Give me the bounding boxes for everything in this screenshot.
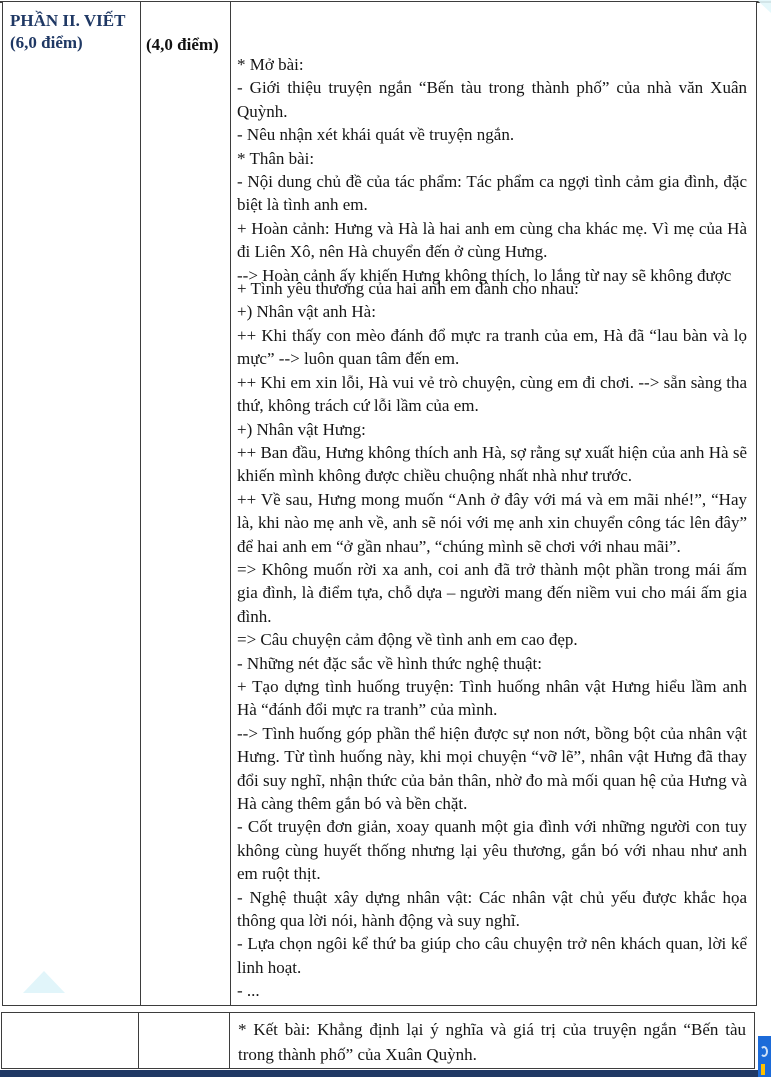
answer-cell <box>231 2 756 1005</box>
section-label: PHẦN II. VIẾT <box>10 11 126 30</box>
section-points: (6,0 điểm) <box>10 33 83 52</box>
points-cell <box>141 2 231 1005</box>
conclusion-text: * Kết bài: Khẳng định lại ý nghĩa và giá trị của truyện ngắn “Bến tàu trong thành phố” của Xuân Quỳnh. <box>238 1020 746 1064</box>
outline-line: - Nghệ thuật xây dựng nhân vật: Các nhân vật chủ yếu được khắc họa thông qua lời nói, hành động và suy nghĩ. <box>237 887 747 931</box>
bottom-navy-bar <box>0 1070 771 1077</box>
footer-points-cell <box>139 1013 230 1068</box>
outline-line: => Câu chuyện cảm động về tình anh em cao đẹp. <box>237 630 578 650</box>
question-points: (4,0 điểm) <box>146 35 219 54</box>
outline-line: + Hoàn cảnh: Hưng và Hà là hai anh em cùng cha khác mẹ. Vì mẹ của Hà đi Liên Xô, nên Hà chuyển đến ở cùng Hưng. <box>237 218 747 262</box>
rubric-table-main-row <box>2 2 757 1006</box>
outline-line: + Tình yêu thương của hai anh em dành cho nhau: <box>237 279 579 299</box>
footer-answer-cell <box>230 1013 754 1068</box>
outline-line: ++ Khi thấy con mèo đánh đổ mực ra tranh của em, Hà đã “lau bàn và lọ mực” --> luôn quan tâm đến em. <box>237 325 747 369</box>
outline-line: - Cốt truyện đơn giản, xoay quanh một gia đình với những người con tuy không cùng huyết thống nhưng lại yêu thương, gắn bó với nhau như anh em ruột thịt. <box>237 817 747 884</box>
outline-line: - Những nét đặc sắc về hình thức nghệ thuật: <box>237 653 542 673</box>
outline-line: - Lựa chọn ngôi kể thứ ba giúp cho câu chuyện trở nên khách quan, lời kể linh hoạt. <box>237 934 747 977</box>
outline-line: - ... <box>237 981 260 1001</box>
outline-line: ++ Khi em xin lỗi, Hà vui vẻ trò chuyện, cùng em đi chơi. --> sẵn sàng tha thứ, không trách cứ lỗi lầm của em. <box>237 372 747 416</box>
outline-line: * Thân bài: <box>237 148 315 168</box>
outline-line: ++ Về sau, Hưng mong muốn “Anh ở đây với má và em mãi nhé!”, “Hay là, khi nào mẹ anh về, anh sẽ nói với mẹ anh xin chuyển công tác lên đây” để hai anh em “ở gần nhau”, “chúng mình sẽ chơi với nhau mãi”. <box>237 489 747 556</box>
essay-outline <box>237 53 747 1003</box>
outline-line: +) Nhân vật Hưng: <box>237 419 366 439</box>
outline-line: --> Hoàn cảnh ấy khiến Hưng không thích, lo lắng từ nay sẽ không được <box>237 265 732 285</box>
outline-line: * Mở bài: <box>237 55 304 74</box>
outline-line: + Tạo dựng tình huống truyện: Tình huống nhân vật Hưng hiểu lầm anh Hà “đánh đổi mực ra tranh” của mình. <box>237 676 747 720</box>
widget-yellow-accent <box>761 1064 765 1075</box>
chevron-icon <box>760 1046 768 1057</box>
outline-line: --> Tình huống góp phần thể hiện được sự non nớt, bồng bột của nhân vật Hưng. Từ tình huống này, khi mọi chuyện “vỡ lẽ”, nhân vật Hưng đã thay đổi suy nghĩ, nhận thức của bản thân, nhờ đo mà mối quan hệ của Hưng và Hà càng thêm gắn bó và bền chặt. <box>237 723 747 813</box>
outline-line: +) Nhân vật anh Hà: <box>237 302 376 322</box>
floating-chat-widget[interactable] <box>758 1036 771 1077</box>
footer-section-cell <box>2 1013 139 1068</box>
outline-line: - Giới thiệu truyện ngắn “Bến tàu trong thành phố” của nhà văn Xuân Quỳnh. <box>237 78 747 121</box>
rubric-table-footer-row <box>1 1012 755 1069</box>
outline-line: => Không muốn rời xa anh, coi anh đã trở thành một phần trong mái ấm gia đình, là điểm tựa, chỗ dựa – người mang đến niềm vui cho mái ấm gia đình. <box>237 559 747 626</box>
outline-line: - Nêu nhận xét khái quát về truyện ngắn. <box>237 125 515 145</box>
section-cell <box>3 2 141 1005</box>
triangle-watermark <box>23 971 65 993</box>
outline-line: - Nội dung chủ đề của tác phẩm: Tác phẩm ca ngợi tình cảm gia đình, đặc biệt là tình anh em. <box>237 172 747 215</box>
outline-line: ++ Ban đầu, Hưng không thích anh Hà, sợ rằng sự xuất hiện của anh Hà sẽ khiến mình không được chiều chuộng nhất nhà như trước. <box>237 442 747 486</box>
